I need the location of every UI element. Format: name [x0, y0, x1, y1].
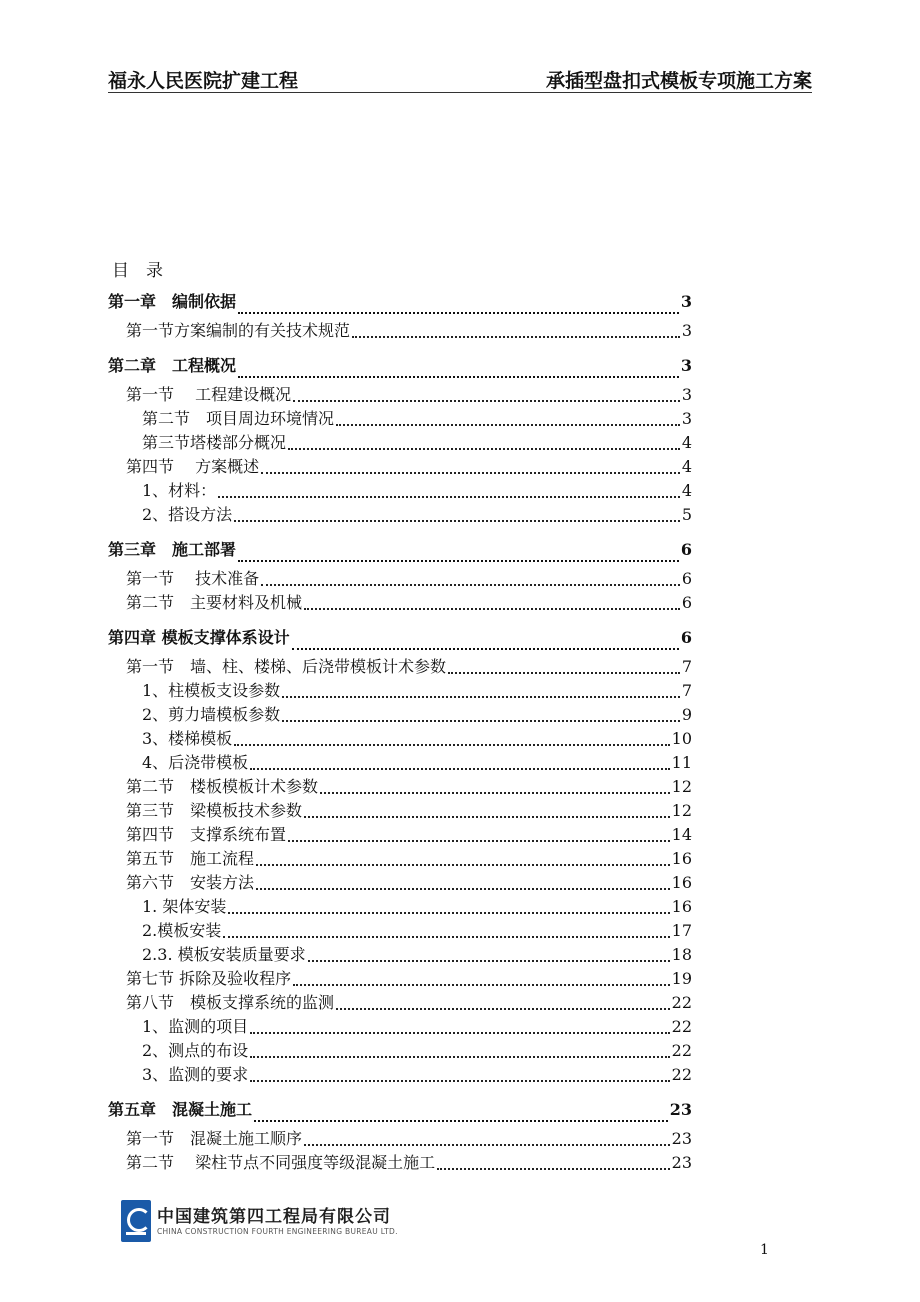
toc-dot-leader [437, 1168, 670, 1170]
toc-dot-leader [282, 720, 680, 722]
toc-dot-leader [304, 816, 670, 818]
toc-entry-page: 16 [671, 873, 692, 892]
toc-section-entry[interactable] [108, 455, 692, 479]
toc-entry-label: 4、后浇带模板 [142, 753, 249, 772]
toc-entry-page: 16 [671, 897, 692, 916]
toc-entry-label: 1、监测的项目 [142, 1017, 249, 1036]
toc-section-entry[interactable] [108, 655, 692, 679]
toc-section-entry[interactable] [108, 503, 692, 527]
toc-entry-label: 第二章 工程概况 [108, 356, 237, 375]
toc-section-entry[interactable] [108, 967, 692, 991]
toc-entry-page: 4 [681, 433, 692, 452]
toc-entry-label: 2、搭设方法 [142, 505, 233, 524]
toc-section-entry[interactable] [108, 383, 692, 407]
toc-entry-label: 第一节 墙、柱、楼梯、后浇带模板计术参数 [126, 657, 447, 676]
toc-entry-label: 第一节 工程建设概况 [126, 385, 292, 404]
toc-entry-label: 第三节 梁模板技术参数 [126, 801, 303, 820]
logo-company-name-cn: 中国建筑第四工程局有限公司 [157, 1207, 391, 1227]
toc-entry-label: 2、测点的布设 [142, 1041, 249, 1060]
cscec-logo-icon [121, 1200, 151, 1242]
toc-chapter-entry[interactable] [108, 1093, 692, 1127]
toc-dot-leader [228, 912, 669, 914]
toc-section-entry[interactable] [108, 751, 692, 775]
toc-dot-leader [238, 560, 679, 562]
toc-chapter-entry[interactable] [108, 533, 692, 567]
toc-dot-leader [238, 376, 679, 378]
toc-dot-leader [282, 696, 680, 698]
toc-section-entry[interactable] [108, 943, 692, 967]
toc-entry-page: 11 [671, 753, 692, 772]
page-header [108, 60, 812, 93]
toc-section-entry[interactable] [108, 479, 692, 503]
toc-dot-leader [352, 336, 680, 338]
toc-entry-page: 10 [671, 729, 692, 748]
toc-entry-page: 7 [681, 681, 692, 700]
toc-entry-page: 7 [681, 657, 692, 676]
toc-entry-label: 第二节 项目周边环境情况 [142, 409, 335, 428]
toc-entry-page: 4 [681, 481, 692, 500]
toc-entry-page: 23 [669, 1100, 692, 1119]
toc-entry-page: 4 [681, 457, 692, 476]
toc-dot-leader [250, 1032, 669, 1034]
toc-dot-leader [292, 648, 679, 650]
toc-dot-leader [234, 520, 680, 522]
toc-dot-leader [238, 312, 679, 314]
toc-section-entry[interactable] [108, 823, 692, 847]
toc-entry-label: 2.模板安装 [142, 921, 222, 940]
toc-entry-label: 第二节 主要材料及机械 [126, 593, 303, 612]
toc-entry-page: 22 [671, 1065, 692, 1084]
toc-entry-page: 22 [671, 1017, 692, 1036]
toc-section-entry[interactable] [108, 431, 692, 455]
toc-entry-label: 第三节塔楼部分概况 [142, 433, 287, 452]
toc-section-entry[interactable] [108, 727, 692, 751]
toc-dot-leader [304, 608, 680, 610]
toc-dot-leader [254, 1120, 668, 1122]
toc-entry-page: 22 [671, 993, 692, 1012]
toc-entry-label: 3、楼梯模板 [142, 729, 233, 748]
toc-entry-label: 1. 架体安装 [142, 897, 227, 916]
toc-entry-page: 6 [680, 540, 692, 559]
toc-dot-leader [250, 768, 669, 770]
company-logo [121, 1200, 411, 1242]
toc-dot-leader [234, 744, 669, 746]
toc-dot-leader [261, 472, 680, 474]
toc-entry-page: 23 [671, 1129, 692, 1148]
toc-entry-label: 第一章 编制依据 [108, 292, 237, 311]
toc-dot-leader [336, 424, 680, 426]
toc-entry-page: 3 [681, 409, 692, 428]
toc-section-entry[interactable] [108, 775, 692, 799]
toc-entry-page: 17 [671, 921, 692, 940]
toc-entry-label: 第六节 安装方法 [126, 873, 255, 892]
toc-entry-label: 第五章 混凝土施工 [108, 1100, 253, 1119]
toc-entry-label: 1、柱模板支设参数 [142, 681, 281, 700]
toc-dot-leader [288, 448, 680, 450]
toc-entry-page: 22 [671, 1041, 692, 1060]
logo-company-name-en: CHINA CONSTRUCTION FOURTH ENGINEERING BUREAU LTD. [157, 1227, 398, 1236]
toc-section-entry[interactable] [108, 847, 692, 871]
header-project-name: 福永人民医院扩建工程 [108, 70, 299, 92]
toc-dot-leader [293, 984, 670, 986]
toc-section-entry[interactable] [108, 1039, 692, 1063]
toc-chapter-entry[interactable] [108, 285, 692, 319]
toc-section-entry[interactable] [108, 991, 692, 1015]
page-number: 1 [760, 1242, 769, 1258]
toc-section-entry[interactable] [108, 703, 692, 727]
toc-entry-label: 第一节 混凝土施工顺序 [126, 1129, 303, 1148]
toc-section-entry[interactable] [108, 319, 692, 343]
toc-section-entry[interactable] [108, 799, 692, 823]
table-of-contents [108, 285, 692, 1175]
toc-entry-label: 第一节 技术准备 [126, 569, 260, 588]
toc-section-entry[interactable] [108, 871, 692, 895]
toc-section-entry[interactable] [108, 1151, 692, 1175]
toc-dot-leader [223, 936, 669, 938]
toc-chapter-entry[interactable] [108, 349, 692, 383]
toc-entry-page: 9 [681, 705, 692, 724]
toc-entry-page: 12 [671, 801, 692, 820]
toc-entry-page: 3 [681, 385, 692, 404]
toc-entry-page: 12 [671, 777, 692, 796]
toc-section-entry[interactable] [108, 1063, 692, 1087]
toc-dot-leader [218, 496, 680, 498]
toc-section-entry[interactable] [108, 1015, 692, 1039]
toc-entry-label: 第八节 模板支撑系统的监测 [126, 993, 335, 1012]
toc-entry-page: 23 [671, 1153, 692, 1172]
toc-entry-page: 19 [671, 969, 692, 988]
header-document-title: 承插型盘扣式模板专项施工方案 [545, 70, 812, 92]
toc-entry-label: 2.3. 模板安装质量要求 [142, 945, 306, 964]
toc-dot-leader [336, 1008, 670, 1010]
toc-entry-label: 第三章 施工部署 [108, 540, 237, 559]
toc-section-entry[interactable] [108, 591, 692, 615]
toc-dot-leader [250, 1080, 669, 1082]
toc-section-entry[interactable] [108, 895, 692, 919]
toc-entry-page: 18 [671, 945, 692, 964]
toc-section-entry[interactable] [108, 567, 692, 591]
toc-dot-leader [308, 960, 670, 962]
toc-entry-label: 第四节 方案概述 [126, 457, 260, 476]
toc-entry-label: 第四节 支撑系统布置 [126, 825, 287, 844]
toc-entry-label: 第二节 楼板模板计术参数 [126, 777, 319, 796]
toc-section-entry[interactable] [108, 679, 692, 703]
toc-entry-label: 2、剪力墙模板参数 [142, 705, 281, 724]
toc-entry-page: 16 [671, 849, 692, 868]
toc-entry-page: 6 [680, 628, 692, 647]
toc-entry-page: 6 [681, 593, 692, 612]
toc-dot-leader [250, 1056, 669, 1058]
toc-chapter-entry[interactable] [108, 621, 692, 655]
toc-entry-page: 14 [671, 825, 692, 844]
toc-entry-label: 第一节方案编制的有关技术规范 [126, 321, 351, 340]
toc-dot-leader [320, 792, 670, 794]
toc-title: 目 录 [112, 261, 163, 281]
toc-dot-leader [261, 584, 680, 586]
toc-entry-page: 3 [681, 321, 692, 340]
toc-entry-label: 3、监测的要求 [142, 1065, 249, 1084]
toc-entry-label: 第五节 施工流程 [126, 849, 255, 868]
toc-entry-label: 第二节 梁柱节点不同强度等级混凝土施工 [126, 1153, 436, 1172]
toc-dot-leader [256, 888, 670, 890]
toc-entry-label: 第四章 模板支撑体系设计 [108, 628, 290, 647]
toc-entry-page: 3 [680, 356, 692, 375]
toc-entry-label: 1、材料： [142, 481, 217, 500]
toc-dot-leader [293, 400, 680, 402]
toc-section-entry[interactable] [108, 1127, 692, 1151]
toc-entry-page: 3 [680, 292, 692, 311]
toc-dot-leader [448, 672, 680, 674]
toc-dot-leader [288, 840, 670, 842]
toc-dot-leader [304, 1144, 670, 1146]
toc-entry-page: 5 [681, 505, 692, 524]
toc-section-entry[interactable] [108, 407, 692, 431]
toc-dot-leader [256, 864, 670, 866]
toc-entry-label: 第七节 拆除及验收程序 [126, 969, 292, 988]
toc-entry-page: 6 [681, 569, 692, 588]
toc-section-entry[interactable] [108, 919, 692, 943]
